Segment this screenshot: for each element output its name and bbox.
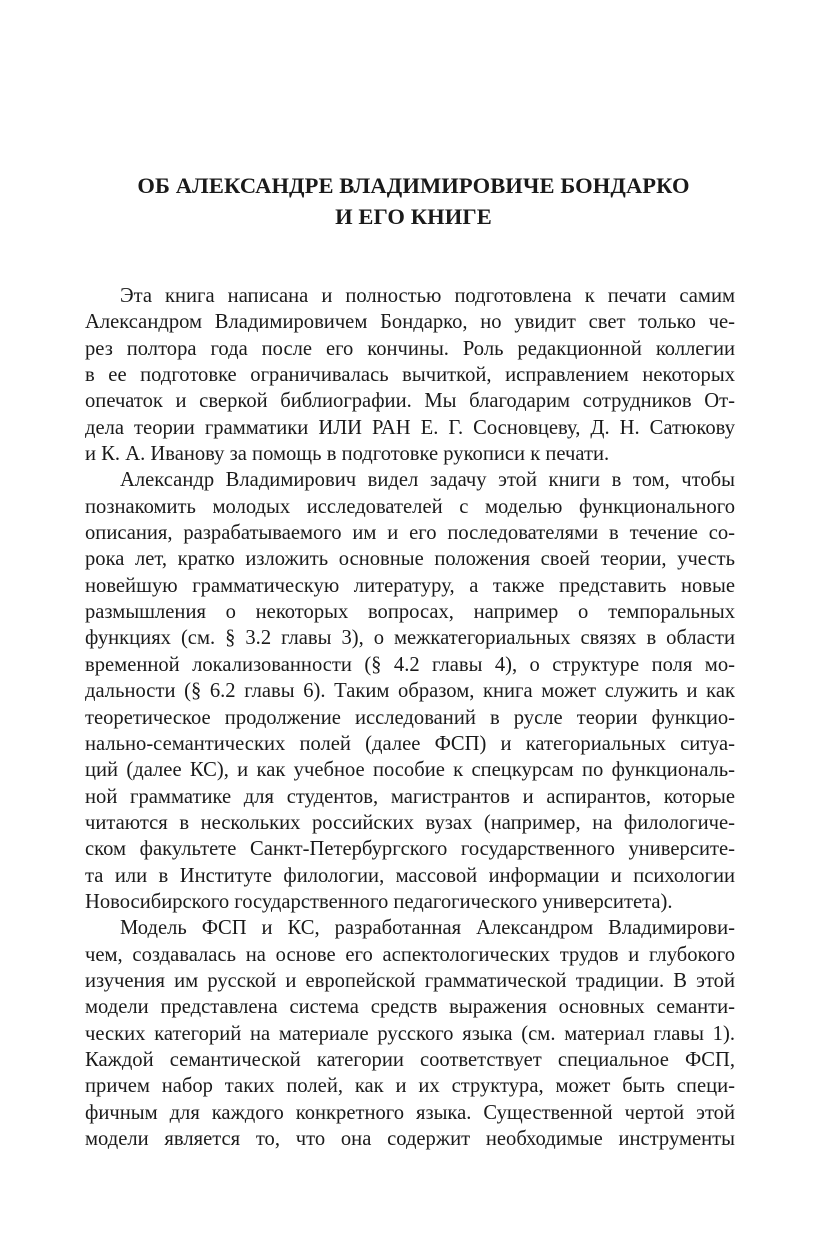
text-line: опечаток и сверкой библиографии. Мы благодарим сотрудников От- — [85, 390, 735, 413]
text-line: и К. А. Иванову за помощь в подготовке рукописи к печати. — [85, 443, 610, 466]
text-line: Каждой семантической категории соответствует специальное ФСП, — [85, 1048, 735, 1071]
text-line: причем набор таких полей, как и их структура, может быть специ- — [85, 1075, 735, 1098]
text-line: читаются в нескольких российских вузах (например, на филологиче- — [85, 811, 735, 834]
text-line: Модель ФСП и КС, разработанная Александром Владимирови- — [120, 917, 735, 940]
text-line: в ее подготовке ограничивалась вычиткой, исправлением некоторых — [85, 364, 735, 387]
text-line: ной грамматике для студентов, магистрантов и аспирантов, которые — [85, 785, 735, 808]
text-line: фичным для каждого конкретного языка. Существенной чертой этой — [85, 1101, 735, 1124]
text-line: Эта книга написана и полностью подготовлена к печати самим — [120, 285, 735, 307]
paragraph-1 — [85, 283, 735, 467]
text-line: модели является то, что она содержит необходимые инструменты — [85, 1128, 735, 1150]
text-line: Александром Владимировичем Бондарко, но увидит свет только че- — [85, 311, 735, 334]
text-line: новейшую грамматическую литературу, а также представить новые — [85, 574, 735, 597]
text-line: ческих категорий на материале русского языка (см. материал главы 1). — [85, 1022, 735, 1045]
text-line: рез полтора года после его кончины. Роль редакционной коллегии — [85, 337, 735, 360]
text-line: изучения им русской и европейской грамматической традиции. В этой — [85, 969, 735, 992]
text-line: ском факультете Санкт-Петербургского государственного университе- — [85, 838, 735, 861]
text-line: теоретическое продолжение исследований в русле теории функцио- — [85, 706, 735, 729]
paragraph-2 — [85, 467, 735, 915]
body-text — [85, 283, 735, 1152]
text-line: Александр Владимирович видел задачу этой книги в том, чтобы — [120, 469, 735, 492]
text-line: дела теории грамматики ИЛИ РАН Е. Г. Сосновцеву, Д. Н. Сатюкову — [85, 416, 735, 439]
text-line: ций (далее КС), и как учебное пособие к спецкурсам по функциональ- — [85, 759, 735, 782]
text-line: чем, создавалась на основе его аспектологических трудов и глубокого — [85, 943, 735, 966]
text-line: модели представлена система средств выражения основных семанти- — [85, 996, 735, 1019]
text-line: познакомить молодых исследователей с моделью функционального — [85, 495, 735, 518]
chapter-heading-line-2: И ЕГО КНИГЕ — [335, 204, 492, 229]
chapter-heading-line-1: ОБ АЛЕКСАНДРЕ ВЛАДИМИРОВИЧЕ БОНДАРКО — [137, 173, 690, 198]
paragraph-3 — [85, 915, 735, 1152]
text-line: функциях (см. § 3.2 главы 3), о межкатегориальных связях в области — [85, 627, 735, 650]
text-line: дальности (§ 6.2 главы 6). Таким образом, книга может служить и как — [85, 680, 735, 703]
text-line: временной локализованности (§ 4.2 главы 4), о структуре поля мо- — [85, 653, 735, 676]
chapter-heading — [0, 170, 827, 232]
text-line: нально-семантических полей (далее ФСП) и категориальных ситуа- — [85, 732, 735, 755]
text-line: та или в Институте филологии, массовой информации и психологии — [85, 864, 735, 887]
text-line: описания, разрабатываемого им и его последователями в течение со- — [85, 522, 735, 545]
text-line: размышления о некоторых вопросах, например о темпоральных — [85, 601, 735, 624]
text-line: Новосибирского государственного педагогического университета). — [85, 890, 673, 913]
text-line: рока лет, кратко изложить основные положения своей теории, учесть — [85, 548, 735, 571]
